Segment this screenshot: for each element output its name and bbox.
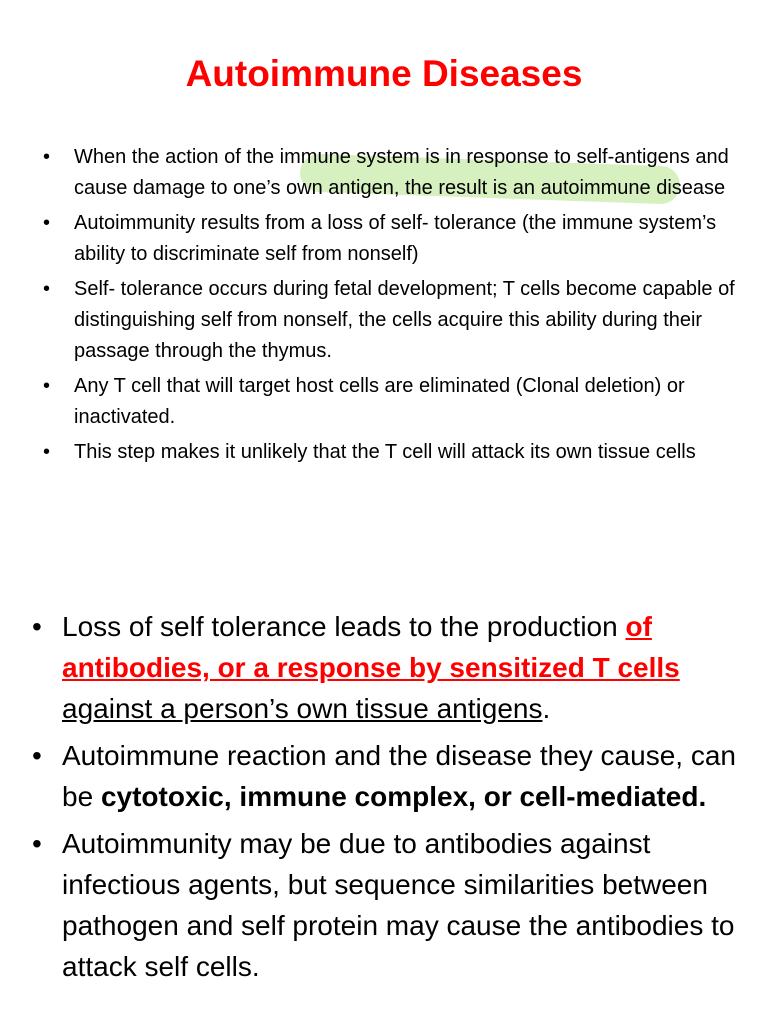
bullet-icon: • <box>32 828 42 859</box>
bullet-icon: • <box>43 212 51 234</box>
list-item <box>40 274 740 367</box>
emphasis-red-text: of antibodies, or a response by sensitized T cells <box>62 611 680 683</box>
page-title: Autoimmune Diseases <box>185 53 583 94</box>
list-item <box>30 606 740 729</box>
bullet-text: Autoimmunity results from a loss of self- tolerance (the immune system’s ability to discriminate self from nonself) <box>74 212 717 265</box>
bullet-text: When the action of the immune system is in response to self-antigens and cause damage to one’s own antigen, the result is an autoimmune disease <box>74 146 729 199</box>
bullet-text-prefix: Autoimmune reaction and the disease they cause, can be <box>62 740 736 812</box>
bullet-text: Self- tolerance occurs during fetal development; T cells become capable of distinguishing self from nonself, the cells acquire this ability during their passage through the thymus. <box>74 278 735 362</box>
list-item <box>40 208 740 270</box>
list-item <box>40 437 740 468</box>
bullet-icon: • <box>43 146 51 168</box>
bold-text: cytotoxic, immune complex, or cell-mediated. <box>100 781 707 812</box>
list-item <box>40 371 740 433</box>
bullet-icon: • <box>43 375 51 397</box>
bullet-text: Autoimmunity may be due to antibodies against infectious agents, but sequence similarities between pathogen and self protein may cause the antibodies to attack self cells. <box>62 828 735 982</box>
bullet-icon: • <box>32 740 42 771</box>
bullet-text-suffix: . <box>542 693 551 724</box>
bottom-bullet-list <box>30 606 740 993</box>
list-item <box>40 142 740 204</box>
list-item <box>30 735 740 817</box>
bullet-icon: • <box>43 441 51 463</box>
underlined-text: against a person’s own tissue antigens <box>62 693 543 724</box>
top-bullet-list <box>40 142 740 472</box>
bullet-icon: • <box>32 611 42 642</box>
bullet-text-prefix: Loss of self tolerance leads to the production <box>62 611 626 642</box>
list-item <box>30 823 740 987</box>
bullet-text: Any T cell that will target host cells are eliminated (Clonal deletion) or inactivated. <box>74 375 685 428</box>
bullet-text: This step makes it unlikely that the T cell will attack its own tissue cells <box>74 441 696 463</box>
bullet-icon: • <box>43 278 51 300</box>
